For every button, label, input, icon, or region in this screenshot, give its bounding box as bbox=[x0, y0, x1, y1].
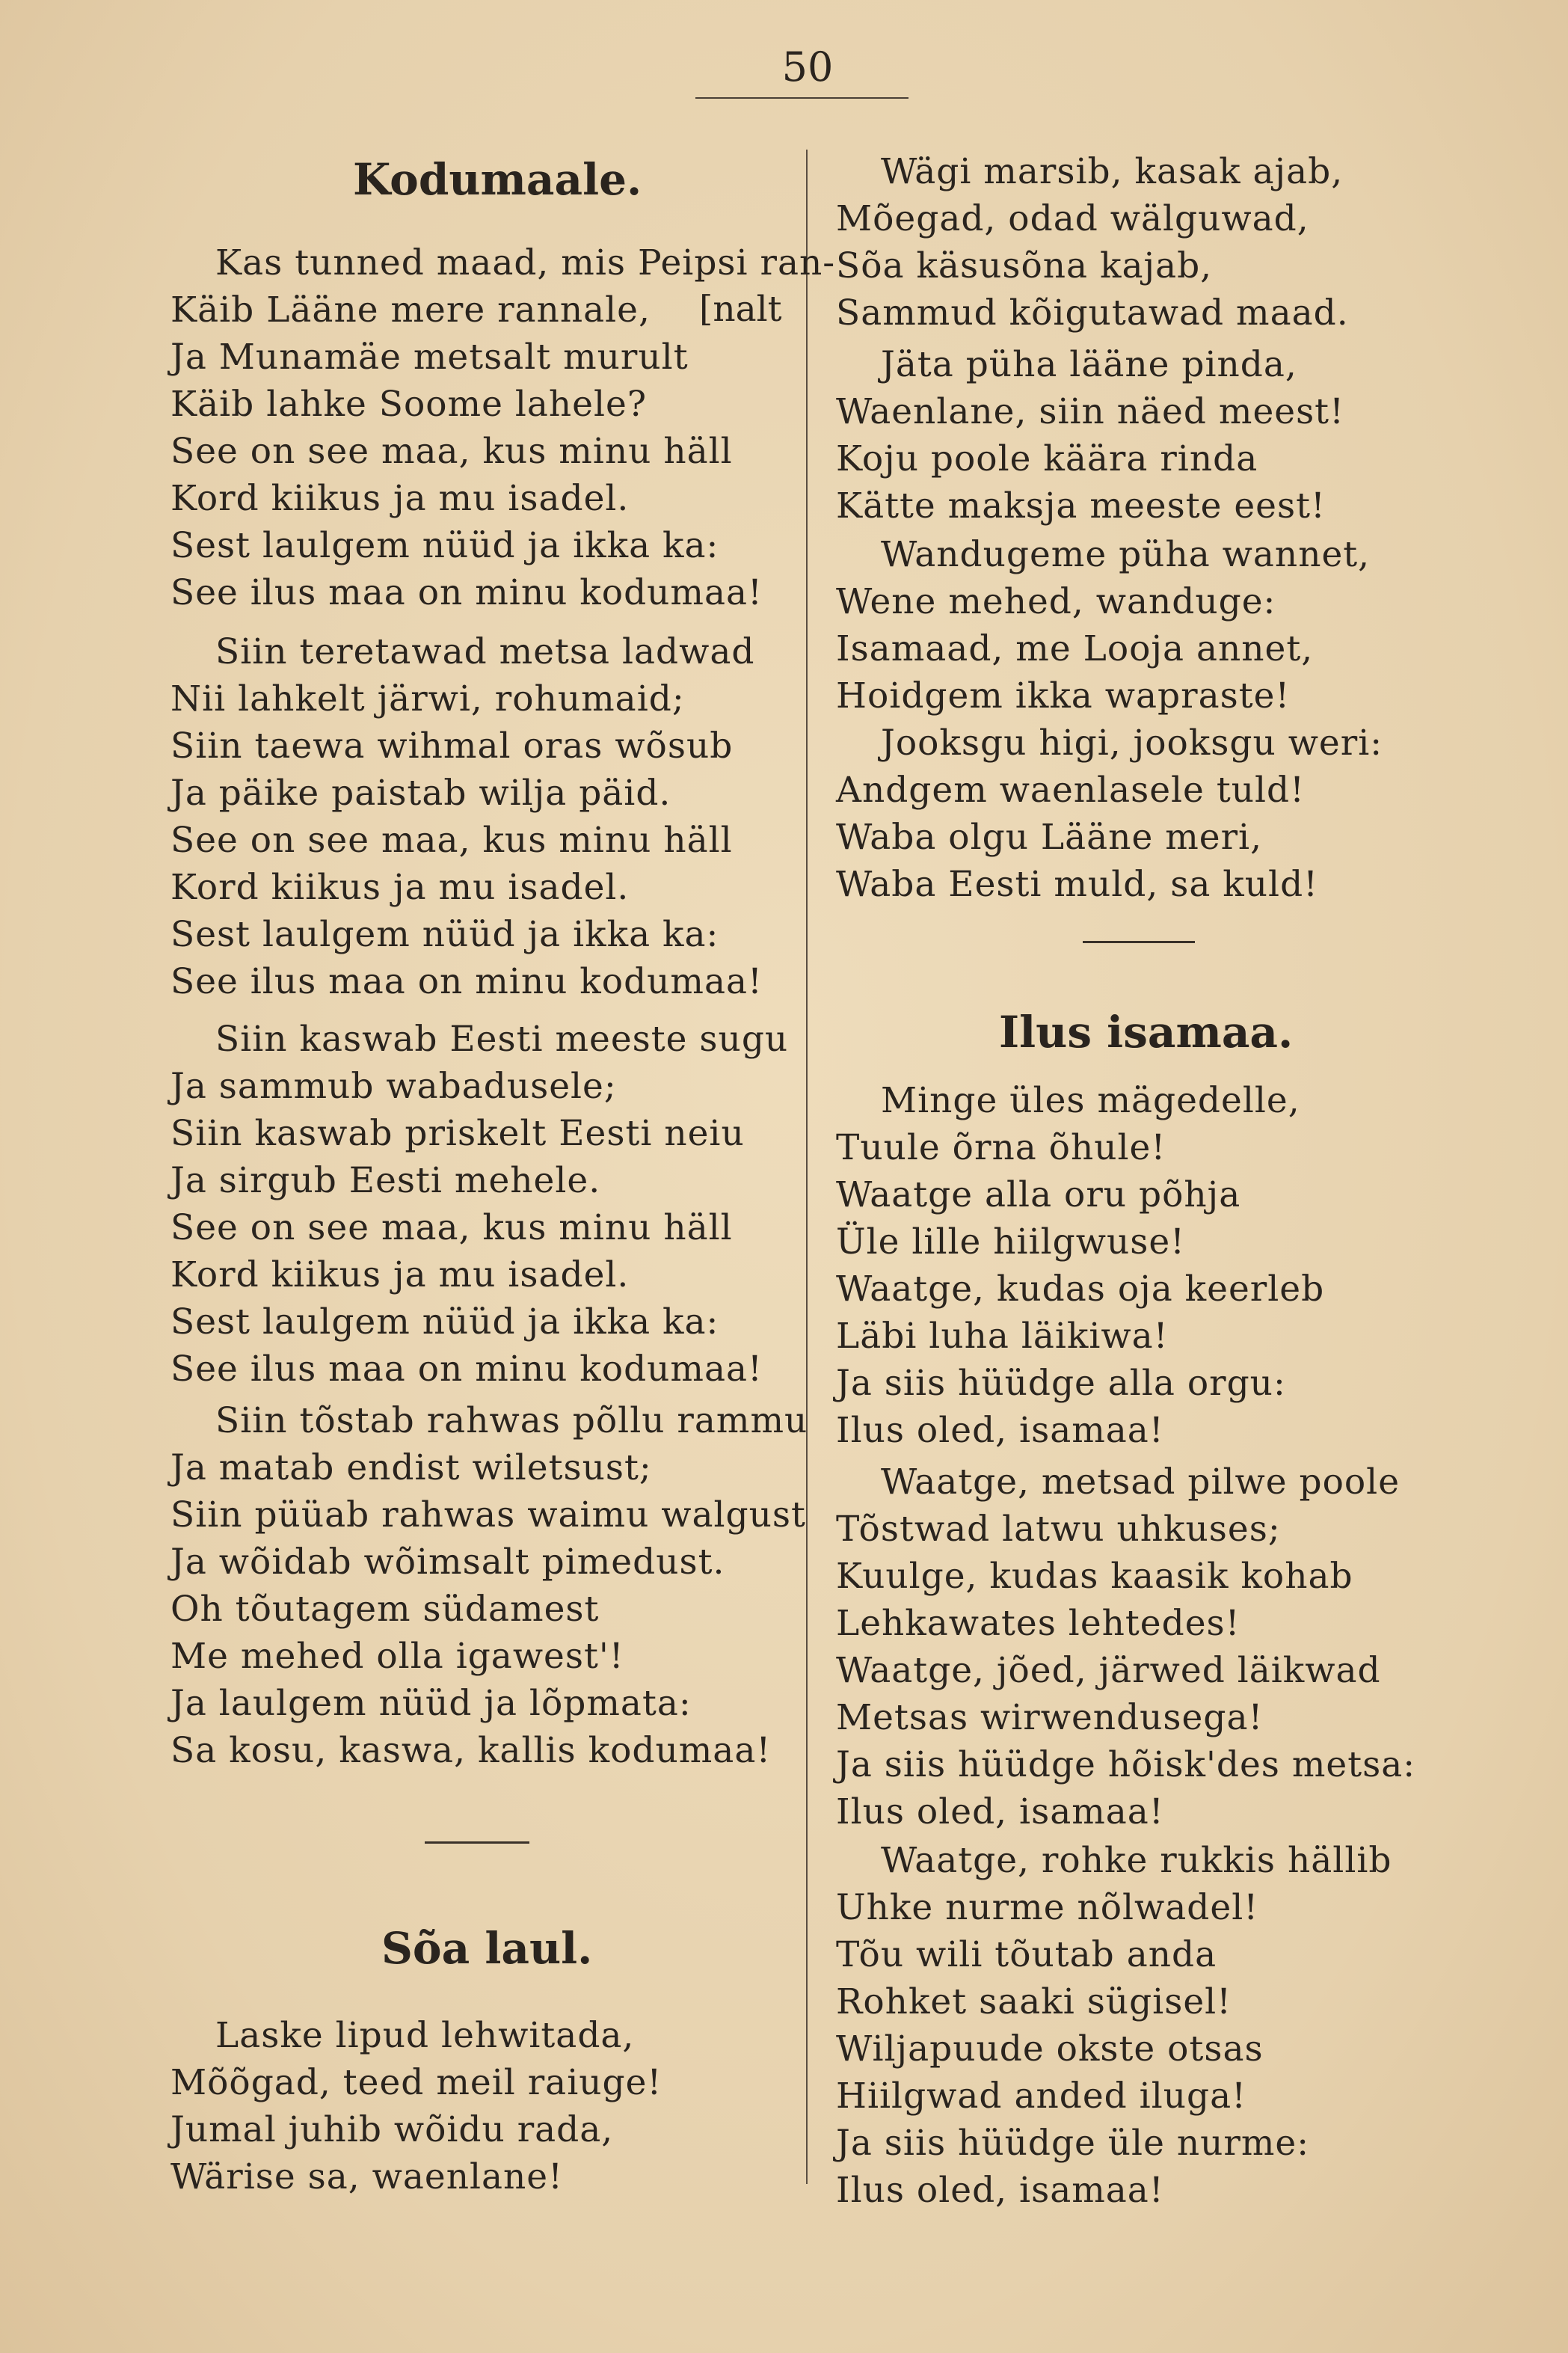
verse-line: Kord kiikus ja mu isadel. bbox=[170, 478, 630, 519]
verse-line: See on see maa, kus minu häll bbox=[170, 431, 733, 472]
verse-line: Ja siis hüüdge üle nurme: bbox=[836, 2123, 1310, 2164]
verse-line: Kord kiikus ja mu isadel. bbox=[170, 1254, 630, 1295]
verse-line: Isamaad, me Looja annet, bbox=[836, 628, 1314, 669]
verse-line: Siin taewa wihmal oras wõsub bbox=[170, 725, 734, 767]
verse-line: Sõa käsusõna kajab, bbox=[836, 245, 1213, 286]
verse-line: Wene mehed, wanduge: bbox=[836, 581, 1276, 622]
verse-line: Waatge alla oru põhja bbox=[836, 1174, 1241, 1215]
verse-line: Andgem waenlasele tuld! bbox=[836, 770, 1305, 811]
poem-title-ilus-isamaa: Ilus isamaa. bbox=[999, 1007, 1294, 1058]
verse-line: Rohket saaki sügisel! bbox=[836, 1981, 1232, 2022]
verse-line: Üle lille hiilgwuse! bbox=[836, 1221, 1186, 1263]
verse-line: Läbi luha läikiwa! bbox=[836, 1316, 1169, 1357]
stanza-kodumaale-1 bbox=[170, 239, 836, 616]
verse-line: Me mehed olla igawest'! bbox=[170, 1636, 624, 1677]
verse-line: Metsas wirwendusega! bbox=[836, 1697, 1264, 1738]
verse-line: Waba olgu Lääne meri, bbox=[836, 817, 1263, 858]
verse-line: Waatge, kudas oja keerleb bbox=[836, 1268, 1325, 1310]
verse-line: Waenlane, siin näed meest! bbox=[836, 391, 1344, 432]
verse-line: Ja matab endist wiletsust; bbox=[170, 1447, 652, 1488]
verse-line: Wiljapuude okste otsas bbox=[836, 2028, 1264, 2070]
verse-line: Laske lipud lehwitada, bbox=[215, 2015, 635, 2056]
column-divider bbox=[806, 150, 808, 2184]
stanza-soa-laul-5 bbox=[836, 720, 1449, 908]
verse-line: Oh tõutagem südamest bbox=[170, 1589, 600, 1630]
verse-line: Nii lahkelt järwi, rohumaid; bbox=[170, 678, 685, 720]
stanza-kodumaale-3 bbox=[170, 1016, 789, 1393]
verse-line: Siin tõstab rahwas põllu rammu bbox=[215, 1400, 808, 1441]
verse-line: Siin püüab rahwas waimu walgust bbox=[170, 1494, 806, 1536]
verse-line: Ilus oled, isamaa! bbox=[836, 1791, 1164, 1832]
verse-line: Koju poole käära rinda bbox=[836, 438, 1258, 479]
verse-line: Minge üles mägedelle, bbox=[881, 1080, 1300, 1121]
verse-line: Lehkawates lehtedes! bbox=[836, 1603, 1240, 1644]
verse-line: Siin kaswab priskelt Eesti neiu bbox=[170, 1113, 745, 1154]
verse-line: Sest laulgem nüüd ja ikka ka: bbox=[170, 525, 719, 566]
verse-line: Käib Lääne mere rannale, bbox=[170, 289, 651, 331]
stanza-ilus-isamaa-3 bbox=[836, 1837, 1449, 2214]
verse-line: Uhke nurme nõlwadel! bbox=[836, 1887, 1259, 1928]
verse-line: Kord kiikus ja mu isadel. bbox=[170, 867, 630, 908]
verse-line: Sest laulgem nüüd ja ikka ka: bbox=[170, 914, 719, 955]
verse-line: Siin kaswab Eesti meeste sugu bbox=[215, 1019, 789, 1060]
verse-line: Sammud kõigutawad maad. bbox=[836, 292, 1349, 334]
verse-line: See ilus maa on minu kodumaa! bbox=[170, 1349, 763, 1390]
verse-line: Waatge, jõed, järwed läikwad bbox=[836, 1650, 1381, 1691]
verse-line: See ilus maa on minu kodumaa! bbox=[170, 961, 763, 1002]
page-number: 50 bbox=[781, 43, 834, 90]
stanza-kodumaale-2 bbox=[170, 628, 784, 1005]
verse-line: See ilus maa on minu kodumaa! bbox=[170, 572, 763, 613]
hyphen-carryover: [nalt bbox=[699, 289, 782, 330]
verse-line: Kätte maksja meeste eest! bbox=[836, 485, 1326, 527]
verse-line: Ja siis hüüdge alla orgu: bbox=[836, 1363, 1286, 1404]
verse-line: Waba Eesti muld, sa kuld! bbox=[836, 864, 1319, 905]
verse-line: Waatge, metsad pilwe poole bbox=[881, 1461, 1401, 1503]
stanza-kodumaale-4 bbox=[170, 1397, 808, 1774]
verse-line: Jumal juhib wõidu rada, bbox=[170, 2109, 614, 2150]
verse-line: Ja päike paistab wilja päid. bbox=[170, 773, 671, 814]
poem-title-soa-laul: Sõa laul. bbox=[381, 1923, 593, 1974]
verse-line: Wärise sa, waenlane! bbox=[170, 2156, 563, 2197]
verse-line: Waatge, rohke rukkis hällib bbox=[881, 1840, 1392, 1881]
poem-title-kodumaale: Kodumaale. bbox=[353, 154, 642, 205]
verse-line: Sest laulgem nüüd ja ikka ka: bbox=[170, 1301, 719, 1343]
verse-line: Kuulge, kudas kaasik kohab bbox=[836, 1556, 1353, 1597]
verse-line: Jäta püha lääne pinda, bbox=[881, 344, 1297, 385]
verse-line: Tõu wili tõutab anda bbox=[836, 1934, 1217, 1975]
verse-line: Ilus oled, isamaa! bbox=[836, 1410, 1164, 1451]
verse-line: Hoidgem ikka wapraste! bbox=[836, 675, 1291, 717]
verse-line: Tõstwad latwu uhkuses; bbox=[836, 1509, 1281, 1550]
verse-line: See on see maa, kus minu häll bbox=[170, 1207, 733, 1248]
verse-line: Jooksgu higi, jooksgu weri: bbox=[881, 723, 1383, 764]
verse-line: Ja sammub wabadusele; bbox=[170, 1066, 617, 1107]
stanza-soa-laul-1 bbox=[170, 2012, 784, 2200]
verse-line: Ja laulgem nüüd ja lõpmata: bbox=[170, 1683, 692, 1724]
verse-line: Sa kosu, kaswa, kallis kodumaa! bbox=[170, 1730, 772, 1771]
verse-line: Siin teretawad metsa ladwad bbox=[215, 631, 755, 672]
verse-line: Käib lahke Soome lahele? bbox=[170, 384, 648, 425]
verse-line: Ja sirgub Eesti mehele. bbox=[170, 1160, 601, 1201]
stanza-ilus-isamaa-2 bbox=[836, 1458, 1449, 1835]
stanza-soa-laul-3 bbox=[836, 341, 1449, 530]
verse-line: Ja wõidab wõimsalt pimedust. bbox=[170, 1541, 725, 1583]
section-divider-rule bbox=[425, 1841, 529, 1844]
stanza-soa-laul-4 bbox=[836, 531, 1449, 720]
verse-line: Mõegad, odad wälguwad, bbox=[836, 198, 1309, 239]
stanza-ilus-isamaa-1 bbox=[836, 1077, 1449, 1454]
verse-line: See on see maa, kus minu häll bbox=[170, 820, 733, 861]
header-rule bbox=[695, 97, 908, 99]
verse-line: Tuule õrna õhule! bbox=[836, 1127, 1166, 1168]
verse-line: Ilus oled, isamaa! bbox=[836, 2170, 1164, 2211]
verse-line: Wandugeme püha wannet, bbox=[881, 534, 1371, 575]
stanza-soa-laul-2 bbox=[836, 148, 1449, 337]
verse-line: Ja siis hüüdge hõisk'des metsa: bbox=[836, 1744, 1416, 1785]
section-divider-rule bbox=[1083, 941, 1195, 943]
verse-line: Wägi marsib, kasak ajab, bbox=[881, 151, 1344, 192]
verse-line: Mõõgad, teed meil raiuge! bbox=[170, 2062, 662, 2103]
verse-line: Ja Munamäe metsalt murult bbox=[170, 337, 689, 378]
verse-line: Hiilgwad anded iluga! bbox=[836, 2076, 1246, 2117]
verse-line: Kas tunned maad, mis Peipsi ran- bbox=[215, 242, 836, 283]
